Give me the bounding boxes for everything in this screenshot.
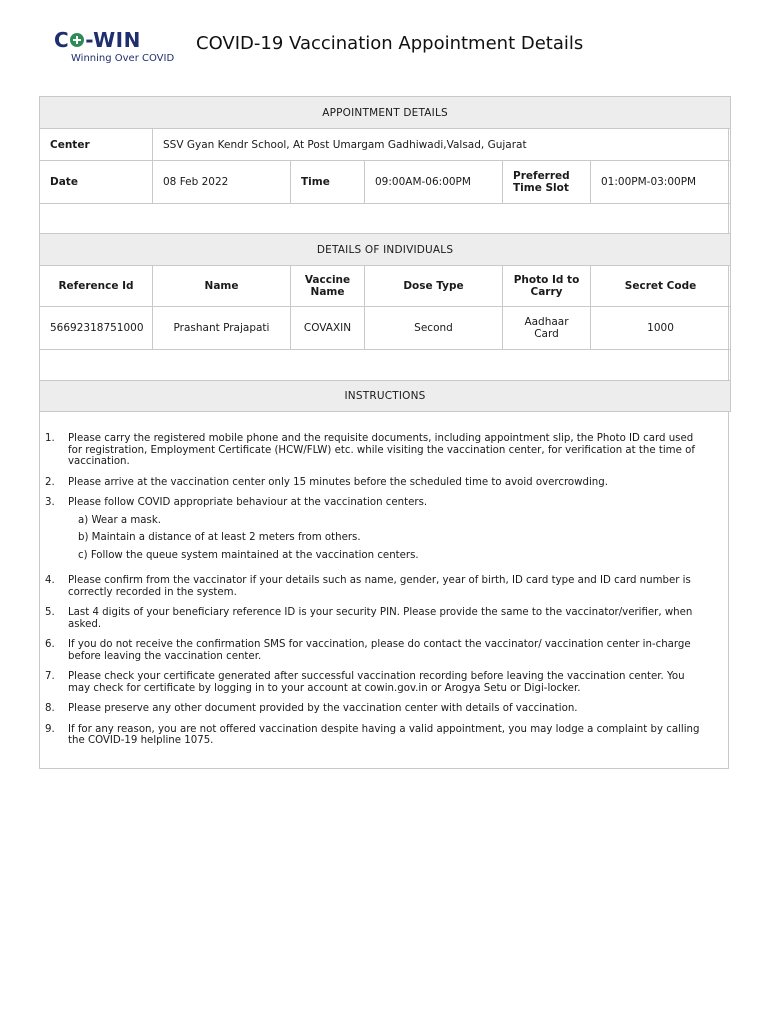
center-label: Center [40,129,153,161]
sub-list-item: a) Wear a mask. [78,514,161,526]
list-item-text: If for any reason, you are not offered vaccination despite having a valid appointment, you may lodge a complaint by calling the COVID-19 helpline 1075. [68,723,700,746]
cell-dose-type: Second [365,307,503,350]
col-header-vaccine-name: Vaccine Name [291,266,365,307]
list-item-text: Last 4 digits of your beneficiary reference ID is your security PIN. Please provide the same to the vaccinator/verifier, when asked. [68,607,693,630]
list-item-text: Please carry the registered mobile phone and the requisite documents, including appointment slip, the Photo ID card used for registration, Employment Certificate (HCW/FLW) etc. while visiting the vaccination center, for verification at the time of vaccination. [68,433,695,467]
center-value: SSV Gyan Kendr School, At Post Umargam Gadhiwadi,Valsad, Gujarat [153,129,731,161]
col-header-name: Name [153,266,291,307]
cell-vaccine-name: COVAXIN [291,307,365,350]
logo-tagline: Winning Over COVID [71,53,175,64]
list-item-text: Please confirm from the vaccinator if your details such as name, gender, year of birth, ID card type and ID card number is correctly recorded in the system. [68,575,691,598]
cell-name: Prashant Prajapati [153,307,291,350]
page-title: COVID-19 Vaccination Appointment Details [196,33,584,54]
individuals-table [39,233,731,412]
list-item [45,671,705,694]
date-value: 08 Feb 2022 [153,161,291,204]
sub-list-item: c) Follow the queue system maintained at the vaccination centers. [78,549,419,561]
logo-letter-c: C [54,28,70,52]
cell-secret-code: 1000 [591,307,731,350]
list-item-text: If you do not receive the confirmation SMS for vaccination, please do contact the vaccinator/ vaccination center in-charge before leaving the vaccination center. [68,639,691,662]
list-item-number: 6. [45,639,55,650]
logo-win: -WIN [85,28,141,52]
time-value: 09:00AM-06:00PM [365,161,503,204]
list-item [45,724,705,747]
list-item [45,477,705,489]
list-item-number: 2. [45,476,55,488]
col-header-photo-id: Photo Id to Carry [503,266,591,307]
list-item-number: 8. [45,703,55,714]
instructions-list [45,433,705,756]
list-item-text: Please follow COVID appropriate behaviour at the vaccination centers. [68,497,428,508]
col-header-dose-type: Dose Type [365,266,503,307]
appointment-section-title: APPOINTMENT DETAILS [40,97,731,129]
list-item [45,575,705,598]
page-header [0,0,768,80]
col-header-secret-code: Secret Code [591,266,731,307]
list-item-number: 7. [45,671,55,682]
date-label: Date [40,161,153,204]
list-item [45,703,705,715]
table-row [40,307,731,350]
cowin-wordmark [54,28,184,52]
list-item [45,497,705,561]
list-item-number: 9. [45,723,55,735]
plus-cross-icon [70,33,84,47]
list-item-number: 3. [45,497,55,508]
sub-list-item: b) Maintain a distance of at least 2 meters from others. [78,532,361,543]
time-label: Time [291,161,365,204]
time-slot-value: 01:00PM-03:00PM [591,161,731,204]
individuals-section-title: DETAILS OF INDIVIDUALS [40,234,731,266]
list-item [45,607,705,630]
list-item-text: Please check your certificate generated after successful vaccination recording before leaving the vaccination center. You may check for certificate by logging in to your account at cowin.gov.in or Arogya Setu or Digi-locker. [68,671,685,694]
list-item-number: 1. [45,433,55,444]
list-item-text: Please arrive at the vaccination center only 15 minutes before the scheduled time to avoid overcrowding. [68,476,608,488]
list-item-number: 5. [45,607,55,618]
spacer-row [40,204,731,235]
list-item [45,433,705,468]
list-item [45,639,705,662]
time-slot-label: Preferred Time Slot [503,161,591,204]
spacer-row [40,350,731,381]
instructions-section-title: INSTRUCTIONS [40,381,731,412]
cell-photo-id: Aadhaar Card [503,307,591,350]
cowin-logo [54,28,184,68]
col-header-reference-id: Reference Id [40,266,153,307]
cell-reference-id: 56692318751000 [40,307,153,350]
list-item-number: 4. [45,575,55,586]
list-item-text: Please preserve any other document provided by the vaccination center with details of vaccination. [68,703,578,714]
appointment-details-table [39,96,731,235]
